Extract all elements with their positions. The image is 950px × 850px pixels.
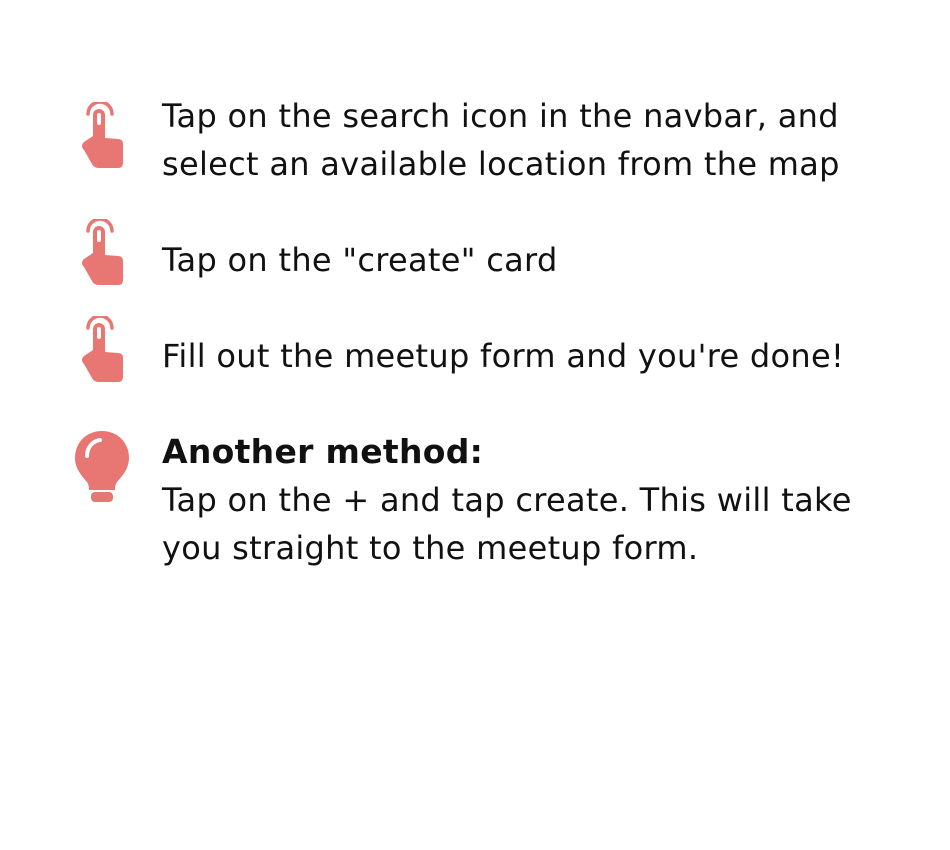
tip-line: Tap on the + and tap create. This will take [162, 481, 852, 519]
tap-finger-icon [74, 316, 130, 386]
tip-line: you straight to the meetup form. [162, 529, 699, 567]
tip-heading: Another method: [162, 432, 484, 471]
tap-finger-icon [74, 219, 130, 289]
instruction-line: Tap on the search icon in the navbar, and [162, 97, 839, 135]
instruction-line: Tap on the "create" card [162, 241, 558, 279]
instruction-text [162, 236, 902, 284]
lightbulb-icon [72, 428, 132, 506]
tip-text [162, 428, 902, 572]
instruction-line: Fill out the meetup form and you're done! [162, 337, 845, 375]
tap-finger-icon [74, 102, 130, 172]
instruction-line: select an available location from the map [162, 145, 840, 183]
instruction-text [162, 92, 902, 188]
instruction-text [162, 332, 902, 380]
